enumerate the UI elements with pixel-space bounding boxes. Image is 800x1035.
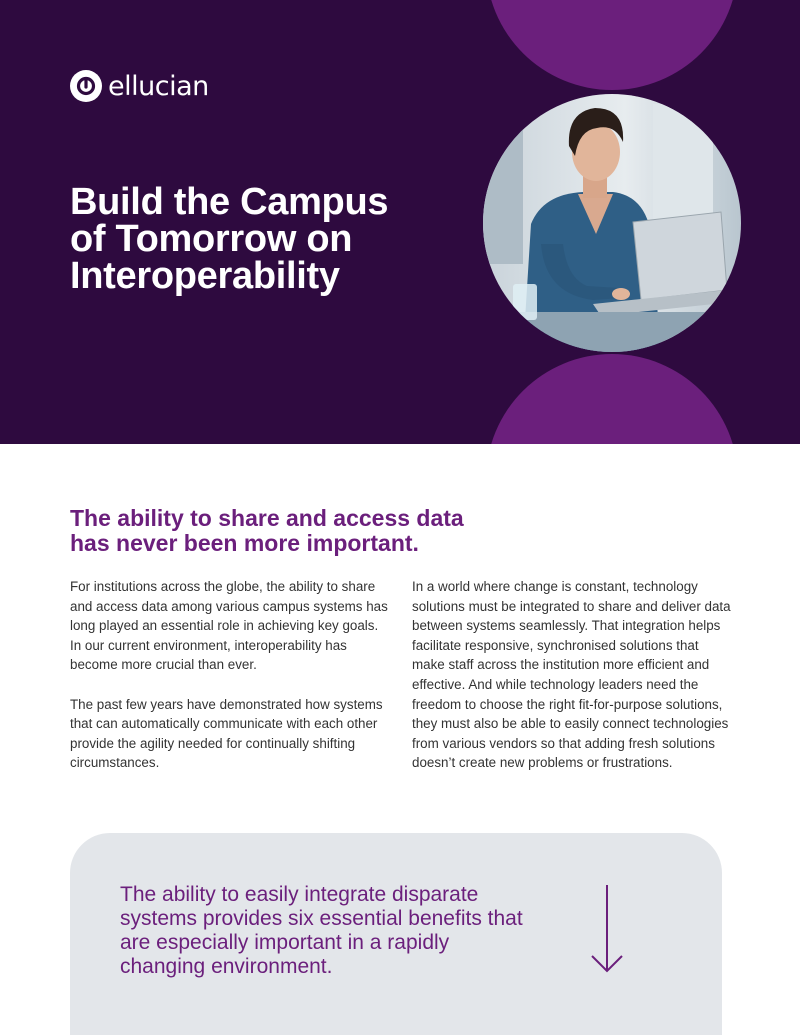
body-paragraph: In a world where change is constant, technology solutions must be integrated to share and deliver data between systems seamlessly. That integration helps facilitate responsive, synchronised solutions that make staff across the institution more efficient and effective. And while technology leaders need the freedom to choose the right fit-for-purpose solutions, they must also be able to easily connect technologies from various vendors so that adding fresh solutions doesn’t create new problems or frustrations. <box>412 579 731 771</box>
body-paragraph: For institutions across the globe, the ability to share and access data among various campus systems has long played an essential role in achieving key goals. In our current environment, interoperability has become more crucial than ever. <box>70 579 388 673</box>
body-column-right <box>412 577 734 773</box>
hero-photo <box>483 94 741 352</box>
section-heading <box>70 506 530 556</box>
decorative-circle-top <box>486 0 738 90</box>
logo-wordmark: ellucian <box>108 70 209 102</box>
body-paragraph: The past few years have demonstrated how systems that can automatically communicate with each other provide the agility needed for continually shifting circumstances. <box>70 696 383 771</box>
callout-text: The ability to easily integrate disparate systems provides six essential benefits that are especially important in a rapidly changing environment. <box>120 883 523 978</box>
ellucian-logo-icon <box>70 70 102 102</box>
section-heading-line: The ability to share and access data <box>70 505 464 531</box>
hero-title-line: Interoperability <box>70 255 340 297</box>
ellucian-logo <box>70 70 209 102</box>
benefits-callout <box>70 833 722 1035</box>
hero-title-line: Build the Campus <box>70 181 389 223</box>
hero-banner <box>0 0 800 444</box>
hero-title <box>70 181 470 297</box>
hero-title-line: of Tomorrow on <box>70 218 353 260</box>
section-heading-line: has never been more important. <box>70 530 419 556</box>
body-column-left <box>70 577 392 773</box>
decorative-circle-bottom <box>486 354 738 444</box>
arrow-down-icon <box>590 885 624 975</box>
